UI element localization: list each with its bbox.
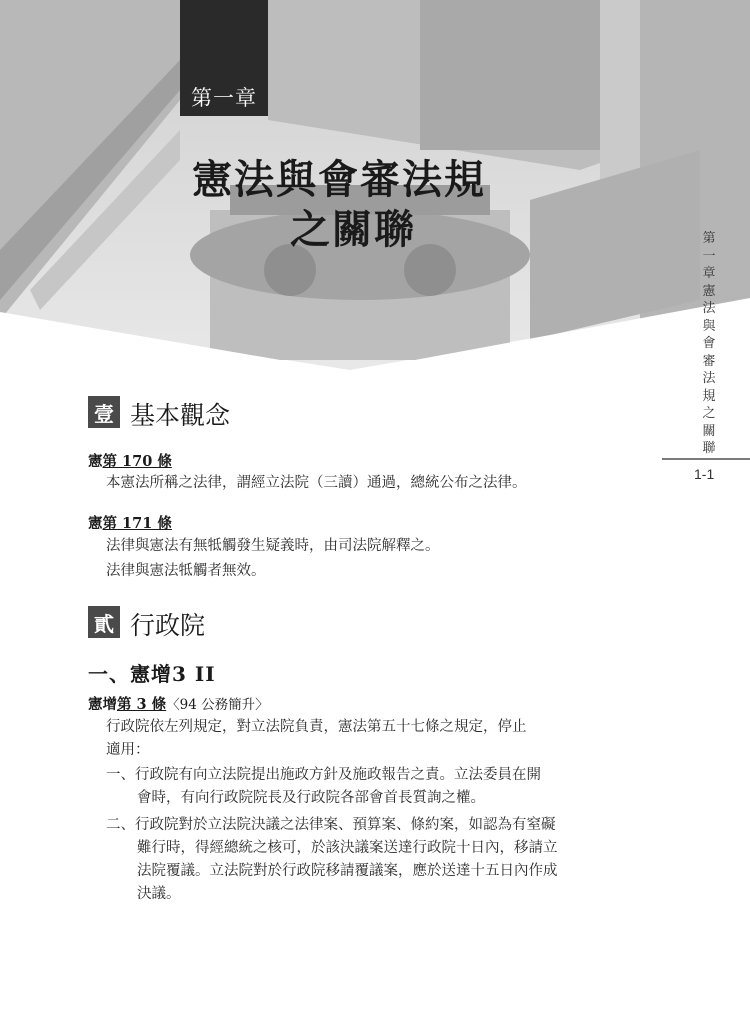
article-intro-line1: 行政院依左列規定，對立法院負責，憲法第五十七條之規定，停止 (106, 719, 527, 735)
article-number: 第 171 條 (102, 515, 172, 532)
article-heading-170 (88, 450, 172, 471)
article-item2-line1: 二、行政院對於立法院決議之法律案、預算案、條約案，如認為有窒礙 (106, 817, 556, 833)
article-intro-line2: 適用： (106, 742, 150, 758)
article-text-171-line2: 法律與憲法牴觸者無效。 (106, 563, 266, 579)
section-title: 行政院 (130, 611, 206, 640)
exam-note: 〈94 公務簡升〉 (166, 697, 269, 713)
article-heading-171 (88, 512, 172, 533)
article-number: 第 3 條 (117, 696, 167, 713)
page-number: 1-1 (694, 466, 715, 482)
article-item2-line3: 法院覆議。立法院對於行政院移請覆議案，應於送達十五日內作成 (137, 863, 558, 879)
section-title: 基本觀念 (130, 401, 231, 430)
article-prefix: 憲 (88, 453, 103, 470)
article-item2-line2: 難行時，得經總統之核可，於該決議案送達行政院十日內，移請立 (137, 840, 558, 856)
article-number: 第 170 條 (102, 453, 172, 470)
chapter-marker-band (180, 0, 268, 78)
chapter-label: 第一章 (180, 78, 268, 116)
subsection-heading: 一、憲增3 II (88, 662, 216, 686)
side-tab-label: 第一章 憲法與會審法規之關聯 (702, 231, 716, 456)
article-text-170: 本憲法所稱之法律，謂經立法院（三讀）通過，總統公布之法律。 (106, 475, 527, 491)
chapter-title-line1: 憲法與會審法規 (192, 156, 486, 203)
article-text-171-line1: 法律與憲法有無牴觸發生疑義時，由司法院解釋之。 (106, 538, 440, 554)
chapter-title-line2: 之關聯 (290, 206, 416, 253)
article-item2-line4: 決議。 (137, 886, 181, 902)
article-item1-line1: 一、行政院有向立法院提出施政方針及施政報告之責。立法委員在開 (106, 767, 541, 783)
section-badge: 壹 (88, 396, 120, 428)
article-prefix: 憲 (88, 515, 103, 532)
article-item1-line2: 會時，有向行政院院長及行政院各部會首長質詢之權。 (137, 790, 485, 806)
side-tab-divider (662, 458, 750, 460)
article-prefix: 憲增 (88, 696, 117, 713)
section-badge: 貳 (88, 606, 120, 638)
article-heading-z3 (88, 693, 269, 714)
